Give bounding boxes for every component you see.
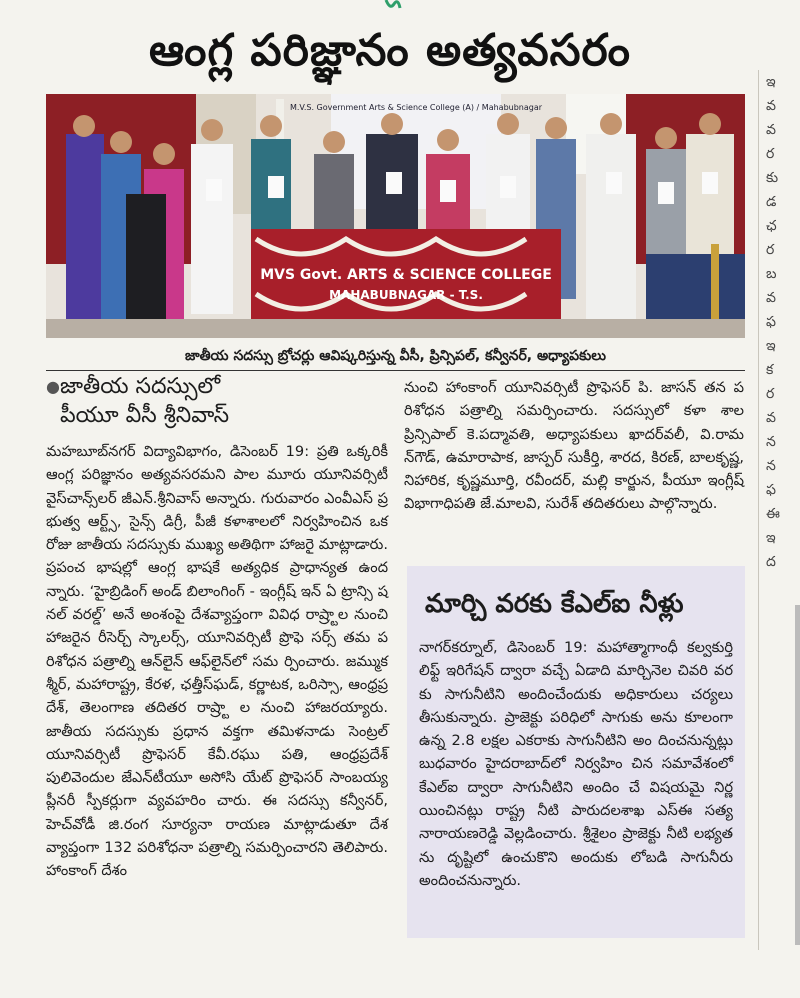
fragment-glyph: బ [766,266,777,282]
subheadline-line-1: జాతీయ సదస్సులో [60,374,221,399]
article-left-column [46,372,388,883]
fragment-glyph: ద [766,554,776,570]
event-photo [46,94,745,338]
fragment-glyph: ర [766,386,775,402]
article-body-left: మహబూబ్‌నగర్‌ విద్యావిభాగం, డిసెంబర్‌ 19: ప్రతి ఒక్కరికీ ఆంగ్ల పరిజ్ఞానం అత్యవసరమని పాల మూరు యూనివర్సిటీ వైస్‌చాన్స్‌లర్‌ జీఎన్‌.శ్రీనివాస్‌ అన్నారు. గురువారం ఎంవీఎస్‌ ప్రభుత్వ ఆర్ట్స్‌, సైన్స్‌ డిగ్రీ, పీజీ కళాశాలలో నిర్వహించిన ఒకరోజు జాతీయ సదస్సుకు ముఖ్య అతిథిగా హాజరై మాట్లాడారు. ప్రపంచ భాషల్లో ఆంగ్ల భాషకే అత్యధిక ప్రాధాన్యత ఉందన్నారు. ‘హైబ్రిడింగ్‌ అండ్‌ బిలాంగింగ్‌ - ఇంగ్లీష్‌ ఇన్‌ ఏ ట్రాన్సి షనల్‌ వరల్డ్‌’ అనే అంశంపై దేశవ్యాప్తంగా వివిధ రాష్ర్టాల నుంచి హాజరైన రీసెర్చ్‌ స్కాలర్స్‌, యూనివర్సిటీ ప్రొఫె సర్స్‌ తమ పరిశోధన పత్రాల్ని ఆన్‌లైన్‌ ఆఫ్‌లైన్‌లో సమ ర్పించారు. జమ్ముకశ్మీర్‌, మహారాష్ట్ర, కేరళ, ఛత్తీస్‌ఘడ్‌, కర్ణాటక, ఒరిస్సా, ఆంధ్రప్రదేశ్‌, తెలంగాణ తదితర రాష్ర్టా ల నుంచి హాజరయ్యారు. జాతీయ సదస్సుకు ప్రధాన వక్తగా తమిళనాడు సెంట్రల్‌ యూనివర్సిటీ ప్రొఫెసర్‌ కేవీ.రఘు పతి, ఆంధ్రప్రదేశ్‌ పులివెందుల జేఎన్‌టీయూ అసోసి యేట్‌ ప్రొఫెసర్‌ సాంబయ్య ప్లీనరీ స్పీకర్లుగా వ్యవహరిం చారు. ఈ సదస్సు కన్వీనర్‌, హెచ్‌వోడీ జి.రంగ సూర్యనా రాయణ మాట్లాడుతూ దేశవ్యాప్తంగా 132 పరిశోధనా పత్రాల్ని సమర్పించారని తెలిపారు. హాంకాంగ్‌ దేశం [46,443,388,880]
article-right-column [404,376,744,516]
subheadline-line-2: పీయూ వీసీ శ్రీనివాస్‌ [60,403,230,428]
fragment-glyph: వ [766,122,776,138]
fragment-glyph: ఫ [766,482,776,498]
fragment-glyph: ఇ [766,74,776,90]
banner-text: M.V.S. Government Arts & Science College (A) / Mahabubnagar [289,103,543,112]
fragment-glyph: క [766,362,774,378]
column-divider [758,70,759,950]
adjacent-column-fragment [766,70,800,590]
event-photo-illustration [46,94,745,338]
fragment-glyph: వ [766,98,776,114]
headline: ఆంగ్ల పరిజ్ఞానం అత్యవసరం [149,25,631,76]
boxed-article-body: నాగర్‌కర్నూల్‌, డిసెంబర్‌ 19: మహాత్మాగాంధీ కల్వకుర్తి లిఫ్ట్‌ ఇరిగేషన్‌ ద్వారా వచ్చే ఏడాది మార్చినెల చివరి వరకు సాగునీటిని అందించేందుకు అధికారులు చర్యలు తీసుకున్నారు. ప్రాజెక్టు పరిధిలో సాగుకు అను కూలంగా ఉన్న 2.8 లక్షల ఎకరాకు సాగునీటిని అం దించనున్నట్లు బుధవారం హైదరాబాద్‌లో నిర్వహిం చిన సమావేశంలో కేఎల్‌ఐ ద్వారా సాగునీటిని అందిం చే విషయమై నిర్ణయించినట్లు రాష్ట్ర నీటి పారుదలశాఖ ఎస్‌ఈ సత్యనారాయణరెడ్డి వెల్లడించారు. శ్రీశైలం ప్రాజెక్టు నీటి లభ్యతను దృష్టిలో ఉంచుకొని అందుకు లోబడి సాగునీరు అందించనున్నారు. [419,639,733,889]
boxed-article [407,566,745,938]
subheadline [46,372,388,430]
fragment-glyph: వ [766,410,776,426]
fragment-glyph: వ [766,290,776,306]
table-banner-text-2: MAHABUBNAGAR - T.S. [329,288,483,302]
article-body-right: నుంచి హాంకాంగ్‌ యూనివర్సిటీ ప్రొఫెసర్‌ పి. జాసన్‌ తన పరిశోధన పత్రాల్ని సమర్పించారు. సదస్సులో కళా శాల ప్రిన్సిపాల్‌ కె.పద్మావతి, అధ్యాపకులు ఖాదర్‌వలీ, వి.రామన్‌గౌడ్‌, ఉమారాపాక, జాస్పర్‌ సుకీర్తి, శారద, కిరణ్‌, బాలకృష్ణ, నిహారిక, కృష్ణమూర్తి, రవీందర్‌, మల్లి కార్జున, పీయూ ఇంగ్లీష్‌ విభాగాధిపతి జే.మాలవి, సురేశ్‌ తదితరులు పాల్గొన్నారు. [404,379,744,513]
table-banner-text: MVS Govt. ARTS & SCIENCE COLLEGE [260,267,552,283]
fragment-glyph: ఇ [766,530,776,546]
fragment-glyph: ర [766,146,775,162]
adjacent-column-edge [795,605,800,945]
bullet-icon: ● [46,377,60,396]
fragment-glyph: న [766,458,776,474]
ornament-icon [380,0,406,12]
fragment-glyph: డ [766,194,777,210]
fragment-glyph: ఇ [766,338,776,354]
fragment-glyph: ఈ [766,506,780,522]
boxed-article-title: మార్చి వరకు కేఎల్‌ఐ నీళ్లు [425,589,684,619]
fragment-glyph: ఛ [766,218,777,234]
podium [126,194,166,338]
fragment-glyph: కు [766,170,779,186]
photo-caption: జాతీయ సదస్సు బ్రోచర్లు ఆవిష్కరిస్తున్న వీసీ, ప్రిన్సిపల్‌, కన్వీనర్‌, అధ్యాపకులు [46,342,745,371]
fragment-glyph: న [766,434,776,450]
fragment-glyph: ఫ [766,314,776,330]
fragment-glyph: ర [766,242,775,258]
